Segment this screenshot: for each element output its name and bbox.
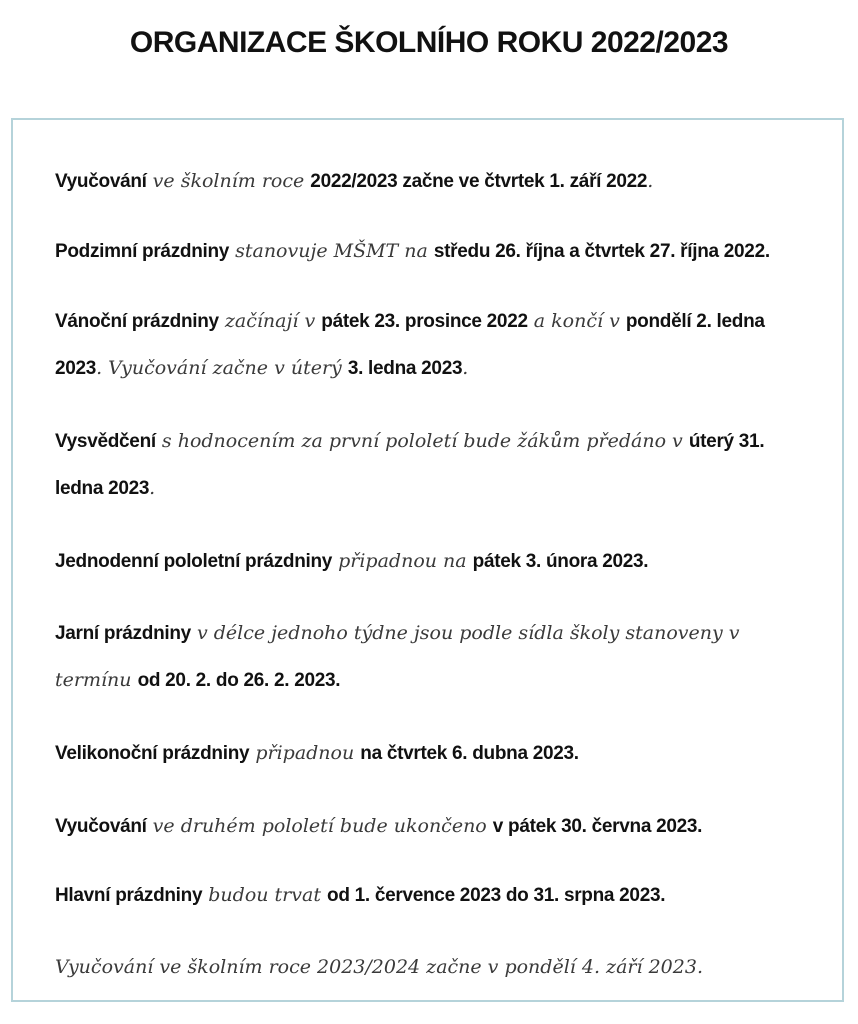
paragraph-report-cards [55,418,815,512]
para-4-seg-3: . [149,477,156,499]
para-9-seg-1: budou trvat [202,884,328,906]
para-3-seg-7: . [462,357,469,379]
paragraph-half-term-holiday [55,538,815,585]
para-3-seg-0: Vánoční prázdniny [55,311,219,332]
para-1-seg-3: . [647,170,654,192]
para-3-seg-4: pondělí 2. ledna 2023 [55,311,765,379]
para-6-seg-2: od 20. 2. do 26. 2. 2023. [137,670,341,691]
para-3-seg-5: . Vyučování začne v úterý [96,357,348,379]
para-7-seg-0: Velikonoční prázdniny [55,743,250,764]
para-9-seg-2: od 1. července 2023 do 31. srpna 2023. [327,885,666,906]
page-title: ORGANIZACE ŠKOLNÍHO ROKU 2022/2023 [129,26,729,59]
para-3-seg-3: a končí v [527,310,626,332]
para-5-seg-0: Jednodenní pololetní prázdniny [55,551,333,572]
para-4-seg-2: úterý 31. ledna 2023 [55,431,765,499]
para-3-seg-1: začínají v [218,310,322,332]
para-10-seg-0: Vyučování ve školním roce 2023/2024 začne v pondělí 4. září 2023. [55,956,703,978]
para-7-seg-1: připadnou [249,742,361,764]
para-4-seg-0: Vysvědčení [55,431,156,452]
para-2-seg-0: Podzimní prázdniny [55,241,230,262]
para-2-seg-2: středu 26. října a čtvrtek 27. října 2022. [433,241,770,262]
para-3-seg-6: 3. ledna 2023 [347,358,463,379]
paragraph-summer-holidays [55,872,815,919]
para-3-seg-2: pátek 23. prosince 2022 [321,311,528,332]
para-6-seg-1: v délce jednoho týdne jsou podle sídla školy stanoveny v termínu [55,622,740,691]
paragraph-spring-holidays [55,610,815,704]
paragraph-christmas-holidays [55,298,815,392]
para-7-seg-2: na čtvrtek 6. dubna 2023. [360,743,579,764]
para-8-seg-1: ve druhém pololetí bude ukončeno [146,815,493,837]
para-9-seg-0: Hlavní prázdniny [55,885,203,906]
para-5-seg-2: pátek 3. února 2023. [472,551,649,572]
paragraph-easter-holidays [55,730,815,777]
para-1-seg-0: Vyučování [55,171,147,192]
para-4-seg-1: s hodnocením za první pololetí bude žákům předáno v [155,430,689,452]
para-5-seg-1: připadnou na [332,550,473,572]
para-8-seg-2: v pátek 30. června 2023. [492,816,703,837]
para-8-seg-0: Vyučování [55,816,147,837]
para-1-seg-2: 2022/2023 začne ve čtvrtek 1. září 2022 [310,171,648,192]
paragraph-next-school-year [55,944,815,990]
paragraph-autumn-holidays [55,228,815,275]
paragraph-school-year-start [55,158,815,205]
para-6-seg-0: Jarní prázdniny [55,623,191,644]
para-2-seg-1: stanovuje MŠMT na [229,240,434,262]
para-1-seg-1: ve školním roce [146,170,311,192]
schedule-box [11,118,844,1002]
paragraph-school-year-end [55,803,815,850]
